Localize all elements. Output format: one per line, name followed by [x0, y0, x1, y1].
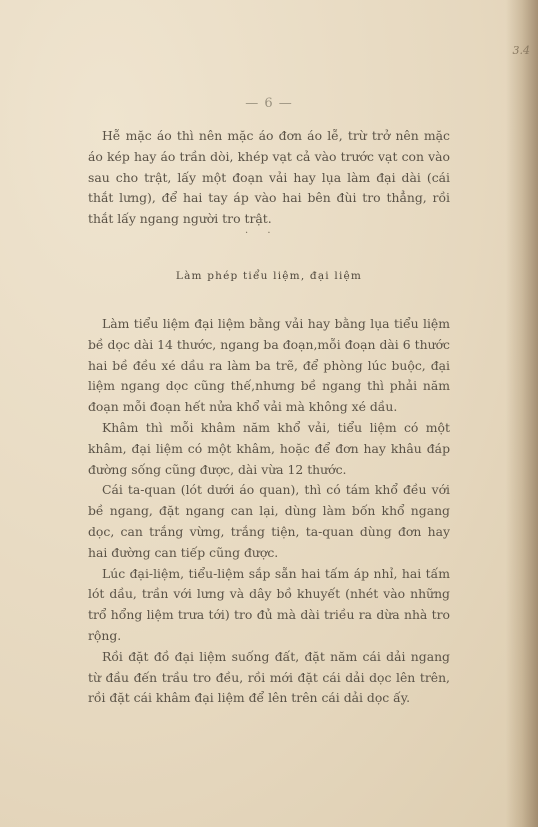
section-divider: · · — [245, 228, 279, 239]
body-paragraph: Rồi đặt đồ đại liệm suống đất, đặt năm cái dải ngang từ đầu đến trầu tro đều, rồi mới đặt cái dải dọc lên trên, rồi đặt cái khâm đại liệm để lên trên cái dải dọc ấy. — [88, 648, 450, 706]
body-paragraph: Khâm thì mỗi khâm năm khổ vải, tiểu liệm có một khâm, đại liệm có một khâm, hoặc để đơn hay khâu đáp đường sống cũng được, dài vừa 12 thước. — [88, 419, 450, 477]
section-heading: Làm phép tiểu liệm, đại liệm — [175, 270, 363, 282]
body-paragraph: Cái ta-quan (lót dưới áo quan), thì có tám khổ đều với bề ngang, đặt ngang can lại, dùng làm bốn khổ ngang dọc, can trắng vừng, trắng tiện, ta-quan dùng đơn hay hai đường can tiếp cũng được. — [88, 482, 450, 560]
corner-mark: 3.4 — [512, 44, 530, 57]
body-paragraph: Làm tiểu liệm đại liệm bằng vải hay bằng lụa tiểu liệm bề dọc dài 14 thước, ngang ba đoạn,mỗi đoạn dài 6 thước hai bề đều xé dầu ra làm ba trẽ, để phòng lúc buộc, đại liệm ngang dọc cũng thế,nhưng bề ngang thì phải năm đoạn mỗi đoạn hết nửa khổ vải mà không xé dầu. — [88, 316, 450, 415]
intro-paragraph: Hễ mặc áo thì nên mặc áo đơn áo lễ, trừ trở nên mặc áo kép hay áo trần dòi, khép vạt cả vào trước vạt con vào sau cho trật, lấy một đoạn vải hay lụa làm đại dài (cái thắt lưng), để hai tay áp vào hai bên đùi tro thẳng, rồi thắt lấy ngang người tro trật. — [88, 128, 450, 227]
intro-block — [88, 126, 450, 230]
page-number: — 6 — — [245, 96, 293, 111]
body-block — [88, 314, 450, 709]
body-paragraph: Lúc đại-liệm, tiểu-liệm sắp sẵn hai tấm áp nhỉ, hai tấm lót dầu, trần với lưng và dây bồ khuyết (nhét vào những trổ hổng liệm trưa tới) tro đủ mà dài triều ra dừa nhà tro rộng. — [88, 565, 450, 643]
